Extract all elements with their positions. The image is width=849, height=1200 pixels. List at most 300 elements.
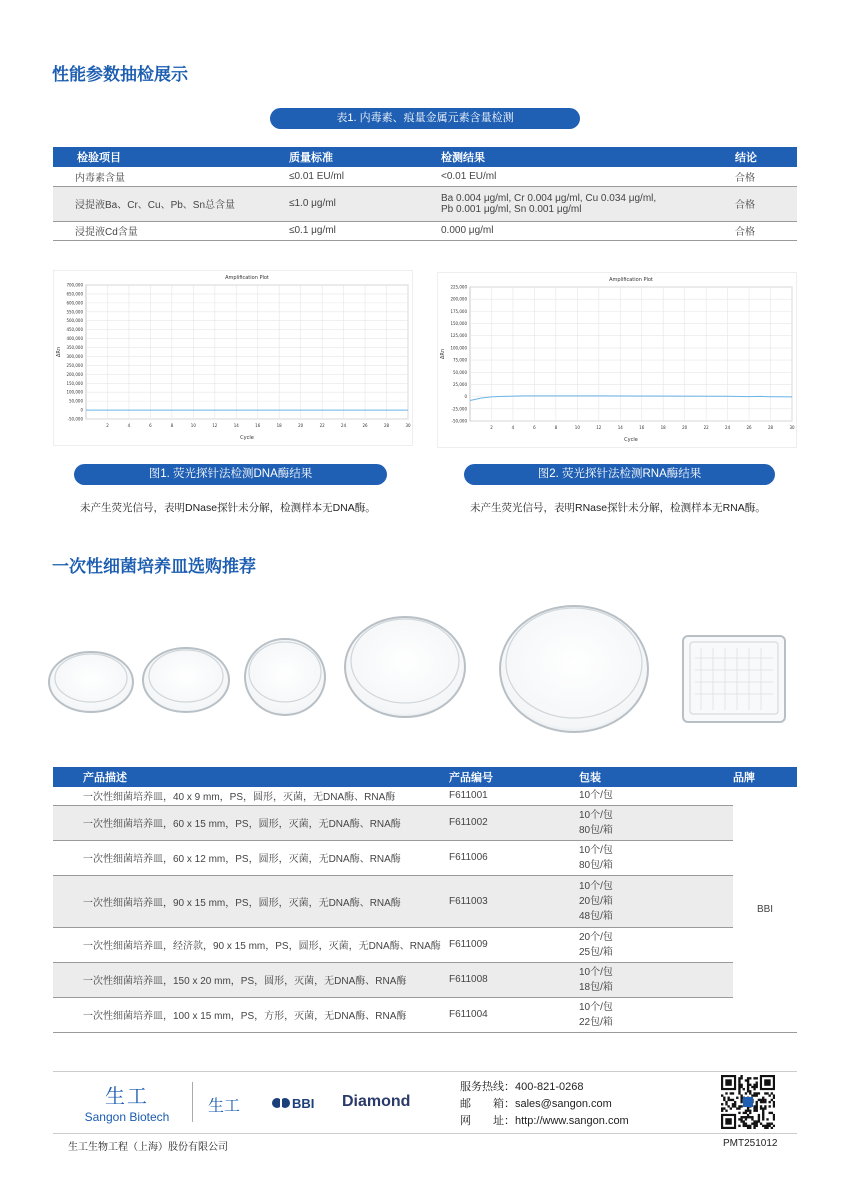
qr-module [756,1125,758,1127]
qr-module [760,1107,762,1109]
qr-module [727,1097,729,1099]
qr-module [740,1084,742,1086]
y-axis-label: ΔRn [56,346,62,358]
qr-module [732,1105,734,1107]
qr-module [749,1125,751,1127]
qr-module [738,1112,740,1114]
qr-module [740,1097,742,1099]
cell-conclusion: 合格 [735,186,797,221]
x-tick-label: 26 [746,425,752,430]
brand-diamond: Diamond [342,1093,411,1110]
cell-desc: 一次性细菌培养皿，经济款，90 x 15 mm，PS，圆形，灭菌，无DNA酶、RNA酶 [53,927,449,962]
x-tick-label: 14 [617,425,623,430]
cell-standard: ≤1.0 μg/ml [289,186,441,221]
cell-pack [579,805,733,840]
petri-dish-40mm [49,652,133,712]
qr-module [764,1101,766,1103]
qr-module [743,1112,745,1114]
qr-module [747,1127,749,1129]
qr-module [740,1116,742,1118]
qr-module [749,1110,751,1112]
y-tick-label: 150,000 [450,321,467,327]
petri-dish-square-100mm [683,636,785,722]
y-axis-label: ΔRn [440,348,446,360]
qr-module [753,1123,755,1125]
pack-line: 25包/箱 [579,946,613,958]
qr-module [762,1114,764,1116]
x-tick-label: 22 [703,425,709,430]
cell-item: 浸提液Cd含量 [53,221,289,240]
table-row [53,805,797,840]
y-tick-label: -50,000 [67,416,83,422]
table2-header-brand: 品牌 [733,767,797,787]
y-tick-label: -25,000 [451,406,467,412]
y-tick-label: 100,000 [450,345,467,351]
qr-module [766,1123,768,1125]
plot-area [470,287,792,421]
qr-module [725,1092,727,1094]
y-tick-label: 250,000 [66,362,83,368]
qr-module [747,1086,749,1088]
table1-caption: 表1. 内毒素、痕量金属元素含量检测 [270,108,580,129]
y-tick-label: 100,000 [66,389,83,395]
pack-line: 80包/箱 [579,824,613,836]
qr-module [721,1107,723,1109]
qr-module [756,1084,758,1086]
pack-line: 10个/包 [579,844,613,856]
qr-module [769,1123,771,1125]
qr-module [771,1112,773,1114]
x-tick-label: 18 [660,425,666,430]
pack-line: 22包/箱 [579,1016,613,1028]
qr-module [743,1125,745,1127]
y-tick-label: 550,000 [66,309,83,315]
email-row [460,1095,612,1111]
chart-title: Amplification Plot [225,275,269,281]
qr-module [725,1101,727,1103]
qr-module [753,1125,755,1127]
cell-brand: BBI [733,787,797,1032]
y-tick-label: 0 [464,394,467,400]
qr-module [749,1084,751,1086]
table2 [53,767,797,1033]
brand-bbi [272,1095,314,1111]
qr-module [758,1114,760,1116]
table2-header-pack: 包装 [579,767,733,787]
qr-module [749,1127,751,1129]
cell-pack [579,962,733,997]
section-title-performance: 性能参数抽检展示 [52,65,188,84]
x-tick-label: 10 [574,425,580,430]
table1-header-conclusion: 结论 [735,147,797,167]
cell-desc: 一次性细菌培养皿，100 x 15 mm，PS，方形，灭菌，无DNA酶、RNA酶 [53,997,449,1032]
qr-module [764,1127,766,1129]
qr-module [760,1123,762,1125]
pack-line: 10个/包 [579,880,613,892]
email-label: 邮 箱： [460,1098,515,1110]
qr-module [773,1105,775,1107]
table-row [53,221,797,240]
x-tick-label: 12 [212,423,218,428]
table1-header-standard: 质量标准 [289,147,441,167]
qr-module [756,1107,758,1109]
amplification-plot-rna [437,272,797,448]
pack-line: 20个/包 [579,931,613,943]
x-tick-label: 24 [341,423,347,428]
x-tick-label: 12 [596,425,602,430]
qr-module [740,1077,742,1079]
hotline-label: 服务热线： [460,1081,515,1093]
brand-sangon: 生工 [208,1096,241,1115]
bbi-label: BBI [292,1095,315,1111]
qr-module [747,1090,749,1092]
qr-module [766,1127,768,1129]
qr-module [758,1092,760,1094]
qr-module [745,1092,747,1094]
y-tick-label: 200,000 [66,371,83,377]
x-tick-label: 20 [298,423,304,428]
qr-module [745,1125,747,1127]
qr-module [738,1105,740,1107]
qr-module [773,1118,775,1120]
y-tick-label: 150,000 [66,380,83,386]
qr-module [771,1099,773,1101]
qr-module [760,1101,762,1103]
cell-code: F611003 [449,875,579,927]
qr-module [749,1077,751,1079]
qr-module [762,1097,764,1099]
qr-module [743,1120,745,1122]
qr-module [769,1105,771,1107]
qr-module [734,1103,736,1105]
y-tick-label: -50,000 [451,418,467,424]
qr-module [740,1094,742,1096]
plot-area [86,285,408,419]
qr-module [771,1123,773,1125]
qr-module [740,1101,742,1103]
document-code: PMT251012 [723,1138,778,1149]
qr-module [747,1081,749,1083]
qr-module [738,1107,740,1109]
qr-module [756,1086,758,1088]
cell-desc: 一次性细菌培养皿，60 x 12 mm，PS，圆形，灭菌，无DNA酶、RNA酶 [53,840,449,875]
y-tick-label: 400,000 [66,336,83,342]
qr-module [769,1112,771,1114]
qr-module [738,1077,740,1079]
petri-dish-90mm [345,617,465,717]
qr-module [760,1099,762,1101]
qr-module [747,1084,749,1086]
logo-divider [192,1082,193,1122]
cell-pack [579,875,733,927]
cell-result-line2: Pb 0.001 μg/ml, Sn 0.001 μg/ml [441,203,582,215]
qr-module [766,1118,768,1120]
qr-module [747,1114,749,1116]
petri-dish-60x12mm [245,639,325,715]
table-row [53,927,797,962]
x-tick-label: 18 [276,423,282,428]
qr-module [743,1088,745,1090]
section-title-recommend: 一次性细菌培养皿选购推荐 [52,557,256,576]
table1 [53,147,797,241]
qr-module [764,1107,766,1109]
x-tick-label: 8 [170,423,174,428]
x-tick-label: 16 [639,425,645,430]
qr-module [740,1086,742,1088]
qr-module [747,1088,749,1090]
cell-code: F611004 [449,997,579,1032]
web-value[interactable]: http://www.sangon.com [515,1115,629,1127]
qr-module [769,1094,771,1096]
qr-finder [725,1079,731,1085]
qr-module [730,1092,732,1094]
table-row [53,787,797,805]
qr-module [721,1103,723,1105]
y-tick-label: 700,000 [66,282,83,288]
table-row [53,167,797,186]
cell-item: 内毒素含量 [53,167,289,186]
qr-module [749,1116,751,1118]
cell-pack [579,927,733,962]
qr-module [756,1101,758,1103]
qr-module [749,1112,751,1114]
email-value[interactable]: sales@sangon.com [515,1098,612,1110]
y-tick-label: 200,000 [450,296,467,302]
qr-module [762,1099,764,1101]
qr-module [727,1099,729,1101]
qr-module [732,1103,734,1105]
qr-module [732,1099,734,1101]
cell-code: F611001 [449,787,579,805]
x-tick-label: 24 [725,425,731,430]
qr-module [773,1103,775,1105]
cell-conclusion: 合格 [735,221,797,240]
qr-module [756,1103,758,1105]
cell-standard: ≤0.01 EU/ml [289,167,441,186]
y-tick-label: 175,000 [450,308,467,314]
qr-module [738,1118,740,1120]
y-tick-label: 500,000 [66,318,83,324]
pack-line: 18包/箱 [579,981,613,993]
qr-module [738,1092,740,1094]
qr-module [740,1105,742,1107]
qr-module [756,1077,758,1079]
qr-module [723,1099,725,1101]
qr-module [753,1077,755,1079]
qr-module [725,1110,727,1112]
y-tick-label: 125,000 [450,333,467,339]
qr-module [756,1110,758,1112]
table-row [53,875,797,927]
qr-module [745,1079,747,1081]
qr-module [740,1118,742,1120]
cell-conclusion: 合格 [735,167,797,186]
cell-result-line1: Ba 0.004 μg/ml, Cr 0.004 μg/ml, Cu 0.034 μg/ml, [441,192,657,204]
qr-module [756,1105,758,1107]
qr-module [756,1092,758,1094]
qr-finder [725,1118,731,1124]
qr-module [745,1110,747,1112]
qr-module [740,1075,742,1077]
qr-module [773,1101,775,1103]
qr-module [738,1081,740,1083]
qr-module [762,1118,764,1120]
qr-module [732,1092,734,1094]
qr-module [749,1092,751,1094]
web-label: 网 址： [460,1115,515,1127]
qr-module [736,1107,738,1109]
qr-module [758,1099,760,1101]
qr-module [762,1125,764,1127]
hotline-row [460,1078,584,1094]
pack-line: 20包/箱 [579,895,613,907]
figure2-caption: 图2. 荧光探针法检测RNA酶结果 [464,464,775,485]
qr-module [745,1123,747,1125]
qr-module [764,1105,766,1107]
x-tick-label: 8 [554,425,558,430]
footer-divider-bottom [53,1133,797,1134]
figure1-caption: 图1. 荧光探针法检测DNA酶结果 [74,464,387,485]
qr-module [747,1107,749,1109]
qr-module [762,1116,764,1118]
qr-module [723,1097,725,1099]
qr-module [753,1127,755,1129]
y-tick-label: 650,000 [66,291,83,297]
qr-module [760,1105,762,1107]
qr-module [758,1116,760,1118]
figure1-text: 未产生荧光信号，表明DNase探针未分解，检测样本无DNA酶。 [80,502,376,514]
qr-module [747,1110,749,1112]
qr-module [771,1127,773,1129]
qr-module [727,1105,729,1107]
chart-title: Amplification Plot [609,277,653,283]
x-tick-label: 20 [682,425,688,430]
y-tick-label: 0 [80,407,83,413]
qr-module [740,1099,742,1101]
x-tick-label: 6 [149,423,152,428]
qr-module [736,1097,738,1099]
qr-module [751,1116,753,1118]
qr-module [747,1125,749,1127]
y-tick-label: 25,000 [453,381,467,387]
qr-module [738,1090,740,1092]
qr-module [751,1118,753,1120]
qr-module [745,1112,747,1114]
qr-module [751,1086,753,1088]
qr-module [773,1114,775,1116]
cell-desc: 一次性细菌培养皿，150 x 20 mm，PS，圆形，灭菌，无DNA酶、RNA酶 [53,962,449,997]
qr-module [773,1094,775,1096]
y-tick-label: 450,000 [66,327,83,333]
cell-desc: 一次性细菌培养皿，60 x 15 mm，PS，圆形，灭菌，无DNA酶、RNA酶 [53,805,449,840]
x-tick-label: 14 [233,423,239,428]
x-tick-label: 4 [127,423,131,428]
cell-pack [579,840,733,875]
qr-module [747,1116,749,1118]
y-tick-label: 50,000 [69,398,83,404]
qr-module [730,1107,732,1109]
table2-header-code: 产品编号 [449,767,579,787]
qr-center-logo [743,1097,753,1107]
qr-module [738,1079,740,1081]
x-tick-label: 4 [511,425,515,430]
pack-line: 10个/包 [579,790,613,802]
petri-dish-60x15mm [143,648,229,712]
x-tick-label: 10 [190,423,196,428]
qr-module [751,1094,753,1096]
cell-code: F611002 [449,805,579,840]
y-tick-label: 350,000 [66,345,83,351]
qr-module [773,1125,775,1127]
y-tick-label: 225,000 [450,284,467,290]
x-tick-label: 28 [767,425,774,430]
qr-module [730,1099,732,1101]
x-tick-label: 6 [533,425,536,430]
qr-module [766,1092,768,1094]
qr-module [756,1094,758,1096]
table-row [53,997,797,1032]
qr-module [753,1084,755,1086]
x-axis-label: Cycle [624,437,638,443]
footer-divider-top [53,1071,797,1072]
cell-desc: 一次性细菌培养皿，40 x 9 mm，PS，圆形，灭菌，无DNA酶、RNA酶 [53,787,449,805]
qr-module [771,1092,773,1094]
cell-pack [579,787,733,805]
figure2-text: 未产生荧光信号，表明RNase探针未分解，检测样本无RNA酶。 [470,502,766,514]
qr-module [749,1090,751,1092]
y-tick-label: 75,000 [453,357,467,363]
qr-module [743,1123,745,1125]
qr-module [738,1086,740,1088]
qr-module [769,1101,771,1103]
x-axis-label: Cycle [240,435,254,441]
qr-code-icon [721,1075,775,1129]
qr-module [743,1116,745,1118]
y-tick-label: 600,000 [66,300,83,306]
logo-en: Sangon Biotech [84,1110,170,1124]
table-row [53,186,797,221]
qr-module [758,1120,760,1122]
qr-module [747,1079,749,1081]
qr-module [753,1110,755,1112]
web-row [460,1112,629,1128]
qr-module [764,1092,766,1094]
petri-dish-photo [40,600,810,750]
qr-module [725,1103,727,1105]
qr-module [762,1112,764,1114]
qr-module [762,1107,764,1109]
qr-module [758,1118,760,1120]
cell-result [441,186,735,221]
qr-module [762,1110,764,1112]
pack-line: 80包/箱 [579,859,613,871]
qr-module [747,1077,749,1079]
x-tick-label: 28 [383,423,390,428]
pack-line: 48包/箱 [579,910,613,922]
table2-header-desc: 产品描述 [53,767,449,787]
qr-module [753,1092,755,1094]
table1-header-result: 检测结果 [441,147,735,167]
table-row [53,840,797,875]
bbi-logo-icon [272,1095,290,1111]
qr-module [753,1105,755,1107]
qr-module [756,1081,758,1083]
company-name: 生工生物工程（上海）股份有限公司 [68,1142,228,1153]
x-tick-label: 30 [405,423,411,428]
sangon-logo [77,1080,177,1124]
petri-dish-150mm [500,606,648,732]
qr-module [753,1120,755,1122]
